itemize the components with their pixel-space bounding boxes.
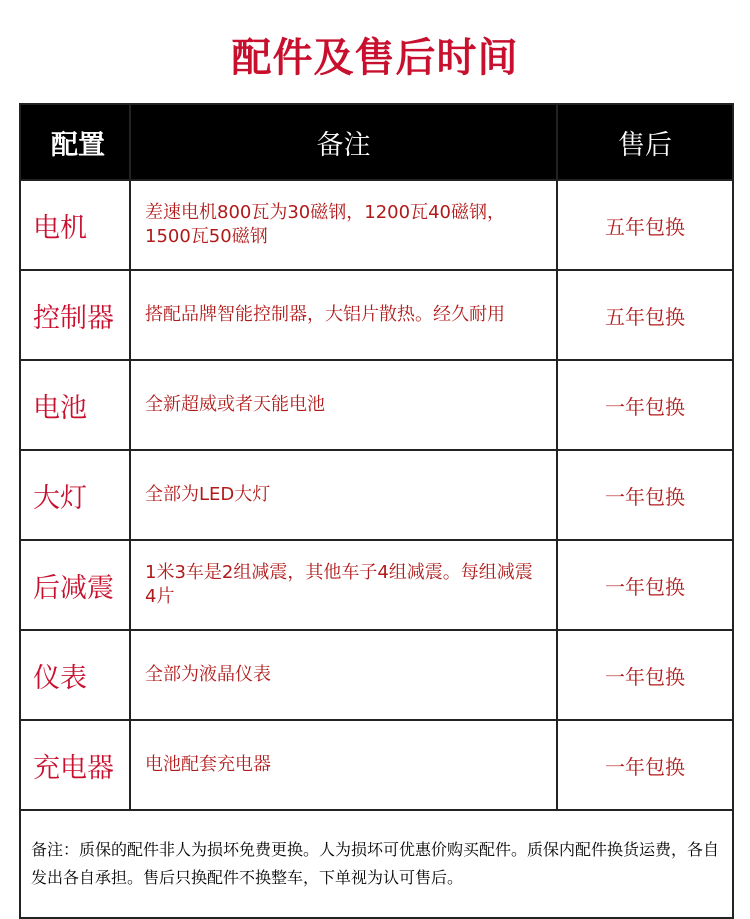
- table-row: [20, 180, 733, 270]
- row-name: 后减震: [20, 540, 130, 630]
- row-warranty: 一年包换: [557, 630, 733, 720]
- table-row: [20, 720, 733, 810]
- row-name: 仪表: [20, 630, 130, 720]
- row-name: 控制器: [20, 270, 130, 360]
- row-warranty: 一年包换: [557, 720, 733, 810]
- row-warranty: 五年包换: [557, 270, 733, 360]
- table-row: [20, 540, 733, 630]
- header-note: 备注: [130, 104, 557, 180]
- table-row: [20, 360, 733, 450]
- page-title: 配件及售后时间: [231, 35, 519, 81]
- row-note: 全新超威或者天能电池: [130, 360, 557, 450]
- footnote-row: [20, 810, 733, 918]
- table-row: [20, 450, 733, 540]
- footnote: 备注：质保的配件非人为损坏免费更换。人为损坏可优惠价购买配件。质保内配件换货运费，各自发出各自承担。售后只换配件不换整车，下单视为认可售后。: [20, 810, 733, 918]
- warranty-table: [19, 103, 734, 919]
- row-warranty: 一年包换: [557, 360, 733, 450]
- row-note: 1米3车是2组减震，其他车子4组减震。每组减震4片: [130, 540, 557, 630]
- row-note: 差速电机800瓦为30磁钢，1200瓦40磁钢，1500瓦50磁钢: [130, 180, 557, 270]
- row-warranty: 五年包换: [557, 180, 733, 270]
- table-row: [20, 630, 733, 720]
- row-note: 电池配套充电器: [130, 720, 557, 810]
- row-name: 电池: [20, 360, 130, 450]
- header-warranty: 售后: [557, 104, 733, 180]
- row-name: 电机: [20, 180, 130, 270]
- row-note: 搭配品牌智能控制器，大铝片散热。经久耐用: [130, 270, 557, 360]
- row-name: 充电器: [20, 720, 130, 810]
- row-warranty: 一年包换: [557, 450, 733, 540]
- table-row: [20, 270, 733, 360]
- header-config: 配置: [20, 104, 130, 180]
- row-name: 大灯: [20, 450, 130, 540]
- table-header-row: [20, 104, 733, 180]
- row-warranty: 一年包换: [557, 540, 733, 630]
- row-note: 全部为液晶仪表: [130, 630, 557, 720]
- row-note: 全部为LED大灯: [130, 450, 557, 540]
